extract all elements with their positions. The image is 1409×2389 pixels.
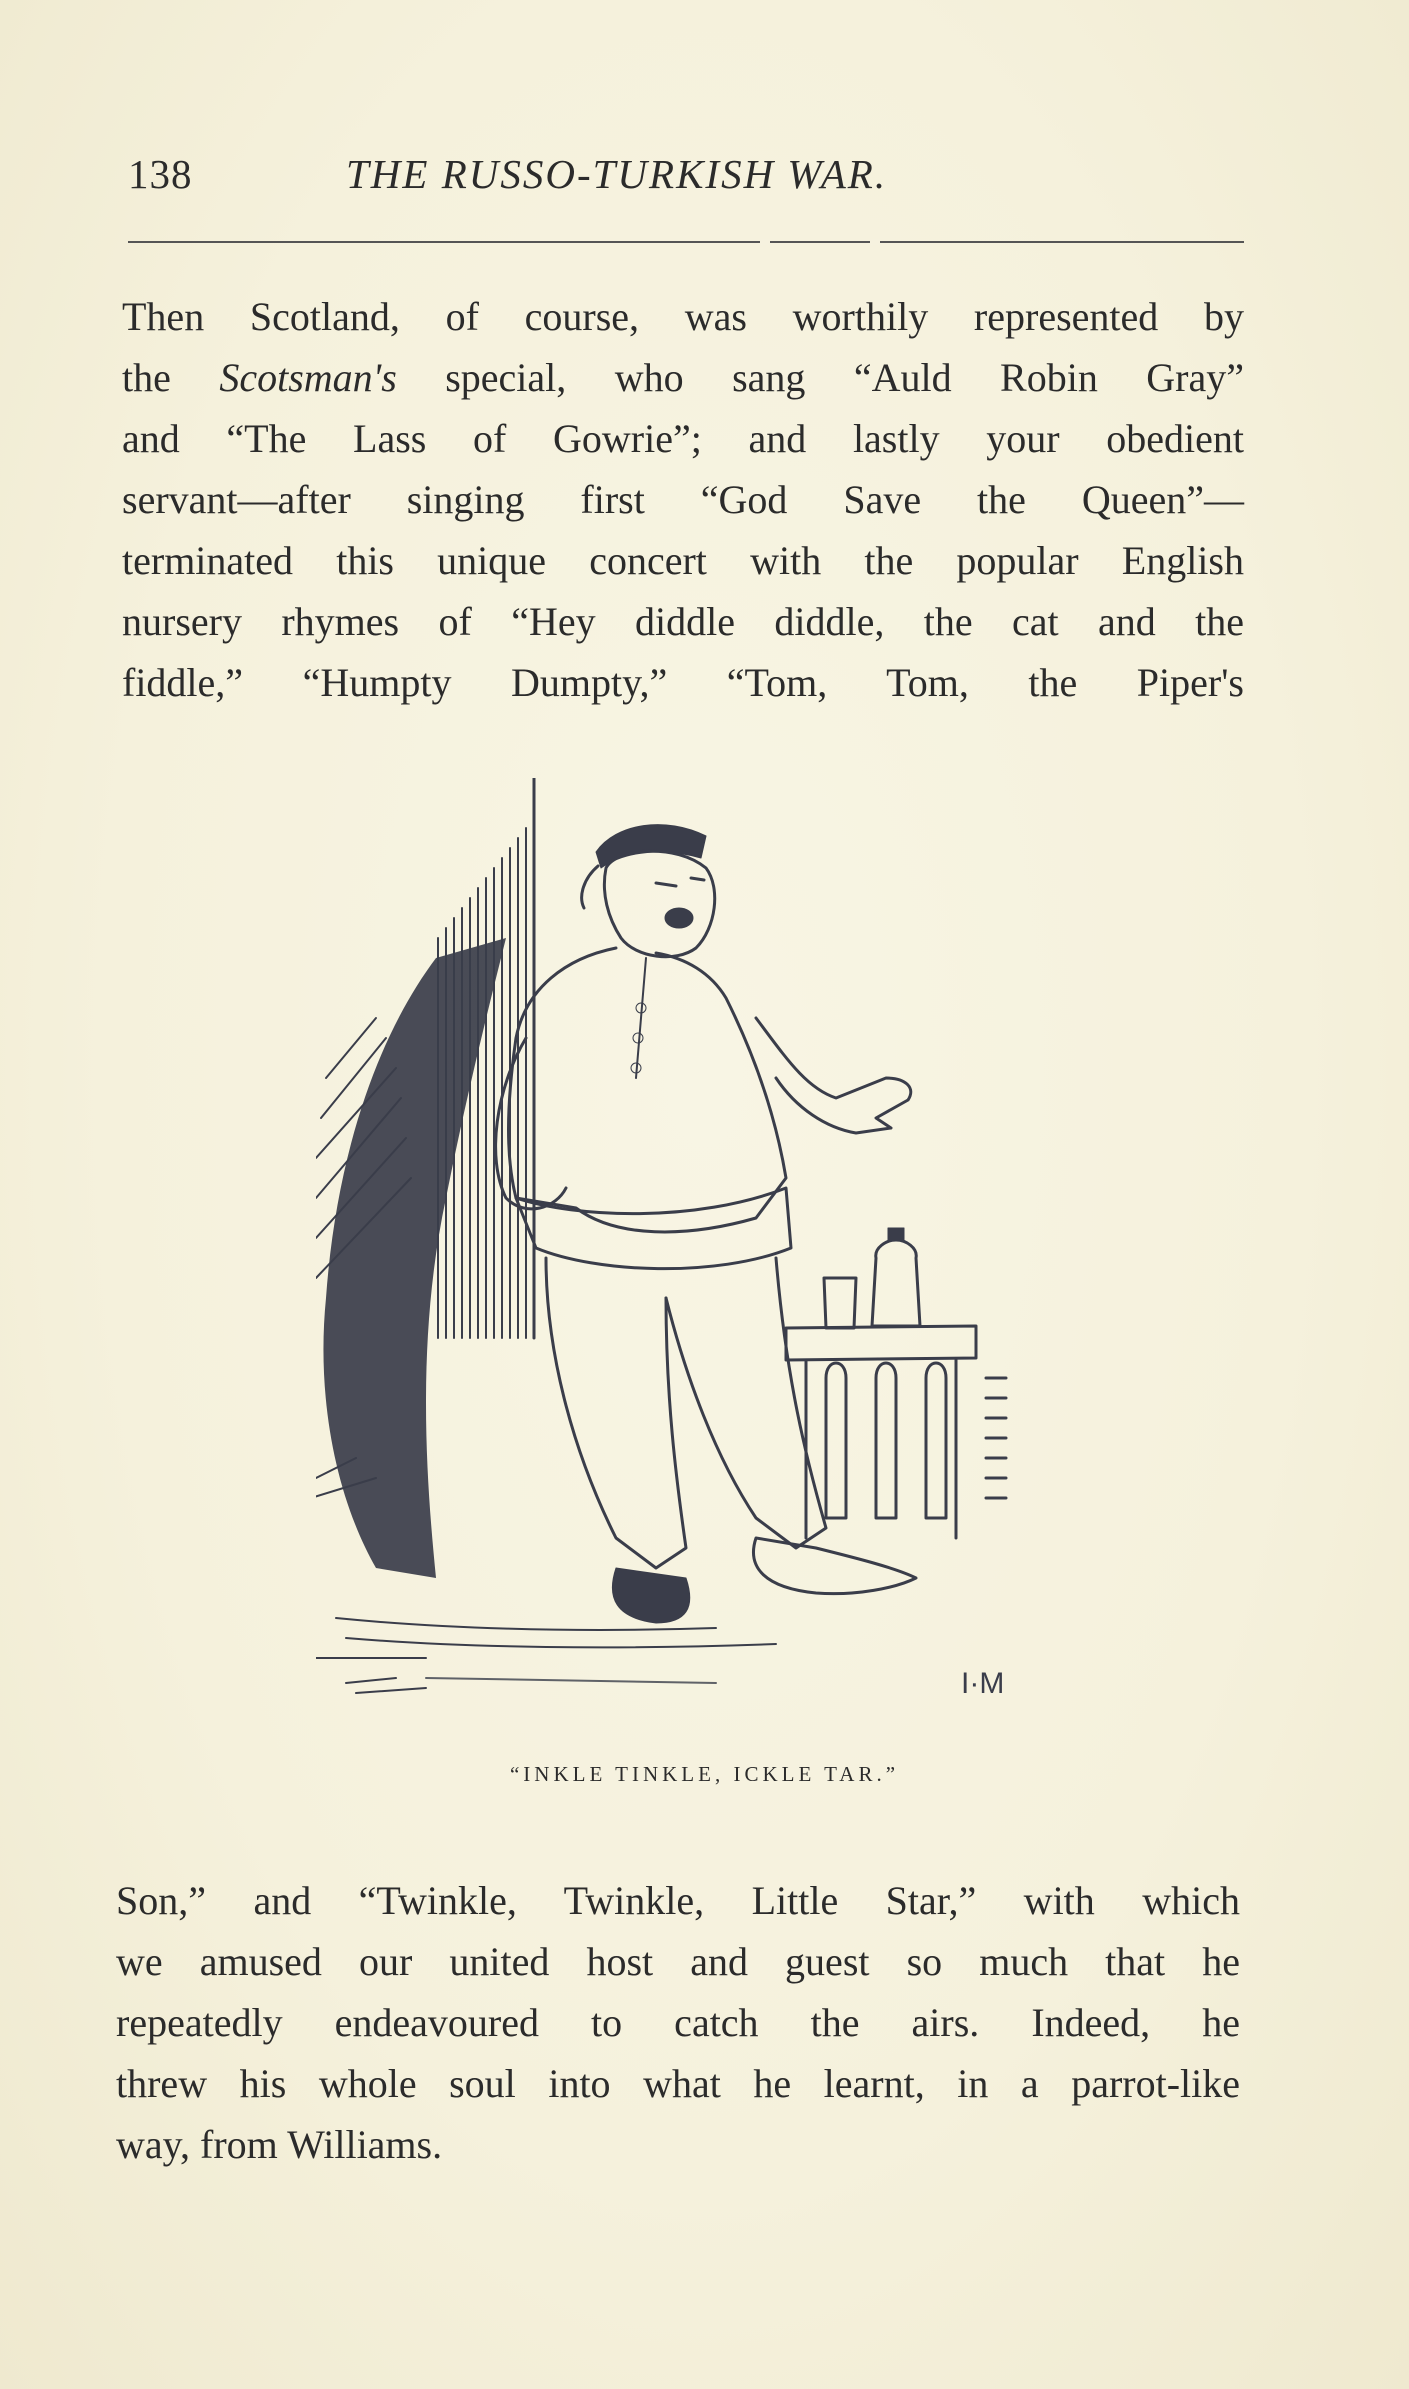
- paragraph-bottom: [116, 1870, 1240, 2175]
- head: [604, 851, 714, 957]
- tassel: [582, 866, 598, 908]
- bottle-cap: [888, 1228, 904, 1240]
- text-line: threw his whole soul into what he learnt, in a parrot-like: [116, 2061, 1240, 2106]
- paragraph-top: [122, 286, 1244, 713]
- running-title: THE RUSSO-TURKISH WAR.: [346, 151, 888, 197]
- text-line: way, from Williams.: [116, 2122, 443, 2167]
- text-line: Then Scotland, of course, was worthily represented by: [122, 294, 1244, 339]
- text-line: the Scotsman's special, who sang “Auld Robin Gray”: [122, 355, 1244, 400]
- floor-lines: [316, 1618, 776, 1683]
- rule-gap: [760, 239, 770, 245]
- artist-signature: I·M: [961, 1667, 1005, 1700]
- jacket: [509, 948, 787, 1232]
- cup: [824, 1278, 856, 1328]
- illustration-singing-sailor: [316, 778, 1036, 1753]
- left-leg: [546, 1258, 686, 1568]
- page-number: 138: [128, 151, 193, 197]
- text-line: we amused our united host and guest so much that he: [116, 1939, 1240, 1984]
- text-line: servant—after singing first “God Save the Queen”—: [122, 477, 1244, 522]
- artist-mark: [346, 1678, 426, 1693]
- text-line: Son,” and “Twinkle, Twinkle, Little Star,” with which: [116, 1878, 1240, 1923]
- text-line: terminated this unique concert with the popular English: [122, 538, 1244, 583]
- right-leg: [666, 1258, 826, 1548]
- running-head: [124, 150, 1244, 206]
- right-arm: [756, 1018, 911, 1133]
- text-line: repeatedly endeavoured to catch the airs. Indeed, he: [116, 2000, 1240, 2045]
- text-line: and “The Lass of Gowrie”; and lastly your obedient: [122, 416, 1244, 461]
- right-shoe: [754, 1538, 917, 1594]
- open-mouth: [665, 908, 693, 928]
- illustration-caption: “INKLE TINKLE, ICKLE TAR.”: [509, 1762, 900, 1786]
- text-line: fiddle,” “Humpty Dumpty,” “Tom, Tom, the Piper's: [122, 660, 1244, 705]
- text-line: nursery rhymes of “Hey diddle diddle, the cat and the: [122, 599, 1244, 644]
- header-rule: [128, 241, 1244, 243]
- left-shoe: [612, 1568, 689, 1623]
- italic-title: Scotsman's: [219, 355, 397, 400]
- bottle: [872, 1240, 920, 1326]
- rule-gap: [870, 239, 880, 245]
- left-arm: [496, 1038, 566, 1209]
